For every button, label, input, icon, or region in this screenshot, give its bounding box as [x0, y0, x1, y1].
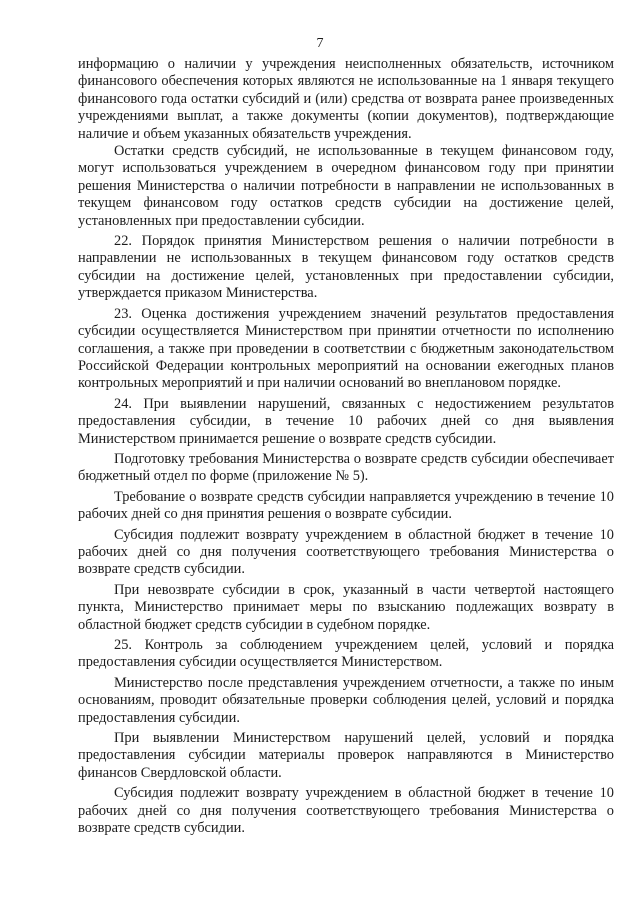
paragraph-return-obligation: Субсидия подлежит возврату учреждением в областной бюджет в течение 10 рабочих дней со дня получения соответствующего требования Министерства о возврате средств субсидии. — [78, 526, 614, 578]
paragraph-return-obligation-final: Субсидия подлежит возврату учреждением в областной бюджет в течение 10 рабочих дней со дня получения соответствующего требования Министерства о возврате средств субсидии. — [78, 785, 614, 837]
paragraph-mandatory-checks: Министерство после представления учреждением отчетности, а также по иным основаниям, проводит обязательные проверки соблюдения целей, условий и порядка предоставления субсидии. — [78, 674, 614, 726]
paragraph-continuation: информацию о наличии у учреждения неисполненных обязательств, источником финансового обеспечения которых являются не использованные на 1 января текущего финансового года остатки субсидий и (или) средства от возврата ранее произведенных учреждениями выплат, а также документы (копии документов), подтверждающие наличие и объем указанных обязательств учреждения. — [78, 56, 614, 142]
paragraph-item-22: 22. Порядок принятия Министерством решения о наличии потребности в направлении не использованных в текущем финансовом году остатков средств субсидии на достижение целей, установленных при предоставлении субсидии, утверждается приказом Министерства. — [78, 233, 614, 302]
document-body — [78, 56, 614, 837]
paragraph-item-24: 24. При выявлении нарушений, связанных с недостижением результатов предоставления субсидии, в течение 10 рабочих дней со дня выявления Министерством принимается решение о возврате средств субсидии. — [78, 395, 614, 447]
paragraph-subsidy-remainders: Остатки средств субсидий, не использованные в текущем финансовом году, могут использоваться учреждением в очередном финансовом году при принятии решения Министерства о наличии потребности в направлении не использованных в текущем финансовом году остатков средств субсидии на достижение целей, установленных при предоставлении субсидии. — [78, 143, 614, 229]
paragraph-violations-found: При выявлении Министерством нарушений целей, условий и порядка предоставления субсидии материалы проверок направляются в Министерство финансов Свердловской области. — [78, 730, 614, 781]
paragraph-item-23: 23. Оценка достижения учреждением значений результатов предоставления субсидии осуществляется Министерством при принятии отчетности по исполнению соглашения, а также при проведении в соответствии с бюджетным законодательством Российской Федерации контрольных мероприятий на основании ежегодных планов контрольных мероприятий и при наличии оснований во внеплановом порядке. — [78, 305, 614, 392]
page-number: 7 — [316, 36, 324, 51]
paragraph-requirement-sent: Требование о возврате средств субсидии направляется учреждению в течение 10 рабочих дней со дня принятия решения о возврате субсидии. — [78, 488, 614, 523]
paragraph-non-return: При невозврате субсидии в срок, указанный в части четвертой настоящего пункта, Министерство принимает меры по взысканию подлежащих возврату в областной бюджет средств субсидии в судебном порядке. — [78, 581, 614, 633]
paragraph-item-25: 25. Контроль за соблюдением учреждением целей, условий и порядка предоставления субсидии осуществляется Министерством. — [78, 637, 614, 671]
paragraph-requirement-preparation: Подготовку требования Министерства о возврате средств субсидии обеспечивает бюджетный отдел по форме (приложение № 5). — [78, 450, 614, 485]
